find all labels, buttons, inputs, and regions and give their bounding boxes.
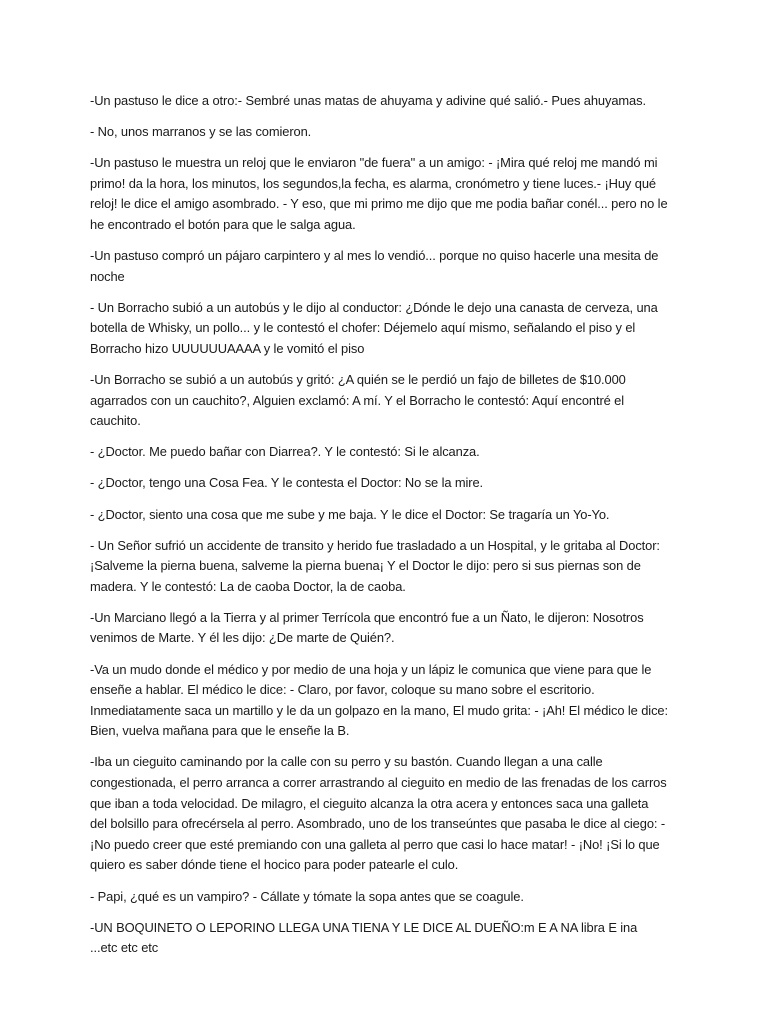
paragraph: -Iba un cieguito caminando por la calle con su perro y su bastón. Cuando llegan a una calle congestionada, el perro arranca a correr arrastrando al cieguito en medio de las frenadas de los carros que iban a toda velocidad. De milagro, el cieguito alcanza la otra acera y entonces saca una galleta del bolsillo para ofrecérsela al perro. Asombrado, uno de los transeúntes que pasaba le dice al ciego: - ¡No puedo creer que esté premiando con una galleta al perro que casi lo hace matar! - ¡No! ¡Si lo que quiero es saber dónde tiene el hocico para poder patearle el culo.: [90, 754, 667, 873]
paragraph: - No, unos marranos y se las comieron.: [90, 124, 312, 140]
paragraph: -Va un mudo donde el médico y por medio de una hoja y un lápiz le comunica que viene para que le enseñe a hablar. El médico le dice: - Claro, por favor, coloque su mano sobre el escritorio. Inmediatamente saca un martillo y le da un golpazo en la mano, El mudo grita: - ¡Ah! El médico le dice: Bien, vuelva mañana para que le enseñe la B.: [90, 661, 668, 739]
paragraph: -Un Marciano llegó a la Tierra y al primer Terrícola que encontró fue a un Ñato, le dijeron: Nosotros venimos de Marte. Y él les dijo: ¿De marte de Quién?.: [90, 609, 644, 646]
paragraph: - ¿Doctor, siento una cosa que me sube y me baja. Y le dice el Doctor: Se tragaría un Yo-Yo.: [90, 506, 610, 522]
paragraph: -Un Borracho se subió a un autobús y gritó: ¿A quién se le perdió un fajo de billetes de $10.000 agarrados con un cauchito?, Alguien exclamó: A mí. Y el Borracho le contestó: Aquí encontré el cauchito.: [90, 372, 626, 429]
paragraph: -Un pastuso le dice a otro:- Sembré unas matas de ahuyama y adivine qué salió.- Pues ahuyamas.: [90, 93, 646, 108]
paragraph: - ¿Doctor, tengo una Cosa Fea. Y le contesta el Doctor: No se la mire.: [90, 475, 484, 491]
paragraph: -UN BOQUINETO O LEPORINO LLEGA UNA TIENA Y LE DICE AL DUEÑO:m E A NA libra E ina ...etc etc etc: [90, 919, 638, 956]
paragraph: - Un Borracho subió a un autobús y le dijo al conductor: ¿Dónde le dejo una canasta de cerveza, una botella de Whisky, un pollo... y le contestó el chofer: Déjemelo aquí mismo, señalando el piso y el Borracho hizo UUUUUUAAAA y le vomitó el piso: [90, 299, 658, 356]
paragraph: -Un pastuso le muestra un reloj que le enviaron "de fuera" a un amigo: - ¡Mira qué reloj me mandó mi primo! da la hora, los minutos, los segundos,la fecha, es alarma, cronómetro y tiene luces.- ¡Huy qué reloj! le dice el amigo asombrado. - Y eso, que mi primo me dijo que me podia bañar conél... pero no le he encontrado el botón para que le salga agua.: [90, 155, 668, 232]
paragraph: - Papi, ¿qué es un vampiro? - Cállate y tómate la sopa antes que se coagule.: [90, 888, 524, 904]
paragraph: - ¿Doctor. Me puedo bañar con Diarrea?. Y le contestó: Si le alcanza.: [90, 444, 480, 460]
paragraph: -Un pastuso compró un pájaro carpintero y al mes lo vendió... porque no quiso hacerle una mesita de noche: [90, 248, 659, 284]
paragraph: - Un Señor sufrió un accidente de transito y herido fue trasladado a un Hospital, y le gritaba al Doctor: ¡Salveme la pierna buena, salveme la pierna buena¡ Y el Doctor le dijo: pero si sus piernas son de madera. Y le contestó: La de caoba Doctor, la de caoba.: [90, 537, 660, 594]
